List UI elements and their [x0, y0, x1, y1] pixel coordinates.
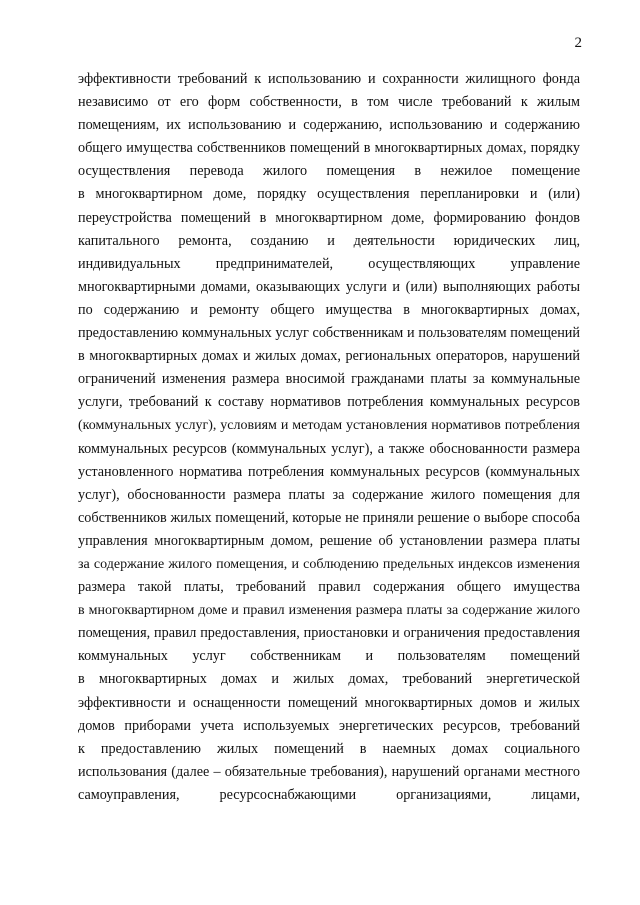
text-line: размера такой платы, требований правил содержания общего имущества — [78, 579, 580, 596]
text-line: в многоквартирных домах и жилых домах, требований энергетической — [78, 671, 580, 688]
body-text — [78, 68, 580, 807]
text-line: управления многоквартирным домом, решение об установлении размера платы — [78, 532, 580, 549]
text-line: собственников жилых помещений, которые не приняли решение о выборе способа — [78, 509, 580, 526]
text-line: за содержание жилого помещения, и соблюдению предельных индексов изменения — [78, 556, 580, 572]
text-line: услуги, требований к составу нормативов потребления коммунальных ресурсов — [78, 394, 580, 411]
text-line: эффективности требований к использованию и сохранности жилищного фонда — [78, 71, 580, 87]
text-line: многоквартирными домами, оказывающих услуги и (или) выполняющих работы — [78, 278, 580, 295]
text-line: помещения, правил предоставления, приостановки и ограничения предоставления — [78, 625, 580, 642]
text-line: предоставлению коммунальных услуг собственникам и пользователям помещений — [78, 325, 580, 342]
text-line: ограничений изменения размера вносимой гражданами платы за коммунальные — [78, 371, 580, 388]
text-line: общего имущества собственников помещений в многоквартирных домах, порядку — [78, 140, 580, 157]
text-line: установленного норматива потребления коммунальных ресурсов (коммунальных — [78, 463, 580, 480]
text-line: услуг), обоснованности размера платы за содержание жилого помещения для — [78, 486, 580, 503]
text-line: коммунальных услуг собственникам и пользователям помещений — [78, 648, 580, 665]
text-line: индивидуальных предпринимателей, осуществляющих управление — [78, 255, 580, 272]
text-line: домов приборами учета используемых энергетических ресурсов, требований — [78, 717, 580, 734]
text-line: коммунальных ресурсов (коммунальных услуг), а также обоснованности размера — [78, 440, 580, 457]
text-line: независимо от его форм собственности, в том числе требований к жилым — [78, 94, 580, 111]
text-line: самоуправления, ресурсоснабжающими организациями, лицами, — [78, 786, 580, 803]
text-line: в многоквартирном доме, порядку осуществления перепланировки и (или) — [78, 186, 580, 203]
text-line: эффективности и оснащенности помещений многоквартирных домов и жилых — [78, 694, 580, 711]
text-line: в многоквартирном доме и правил изменения размера платы за содержание жилого — [78, 603, 580, 619]
text-line: переустройства помещений в многоквартирном доме, формированию фондов — [78, 209, 580, 226]
text-line: помещениям, их использованию и содержанию, использованию и содержанию — [78, 117, 580, 134]
page-number: 2 — [574, 35, 582, 51]
text-line: использования (далее – обязательные требования), нарушений органами местного — [78, 763, 580, 780]
text-line: осуществления перевода жилого помещения в нежилое помещение — [78, 163, 580, 180]
text-line: в многоквартирных домах и жилых домах, региональных операторов, нарушений — [78, 348, 580, 365]
text-line: по содержанию и ремонту общего имущества в многоквартирных домах, — [78, 301, 580, 318]
text-line: капитального ремонта, созданию и деятельности юридических лиц, — [78, 232, 580, 249]
text-line: к предоставлению жилых помещений в наемных домах социального — [78, 740, 580, 757]
text-line: (коммунальных услуг), условиям и методам установления нормативов потребления — [78, 418, 580, 434]
